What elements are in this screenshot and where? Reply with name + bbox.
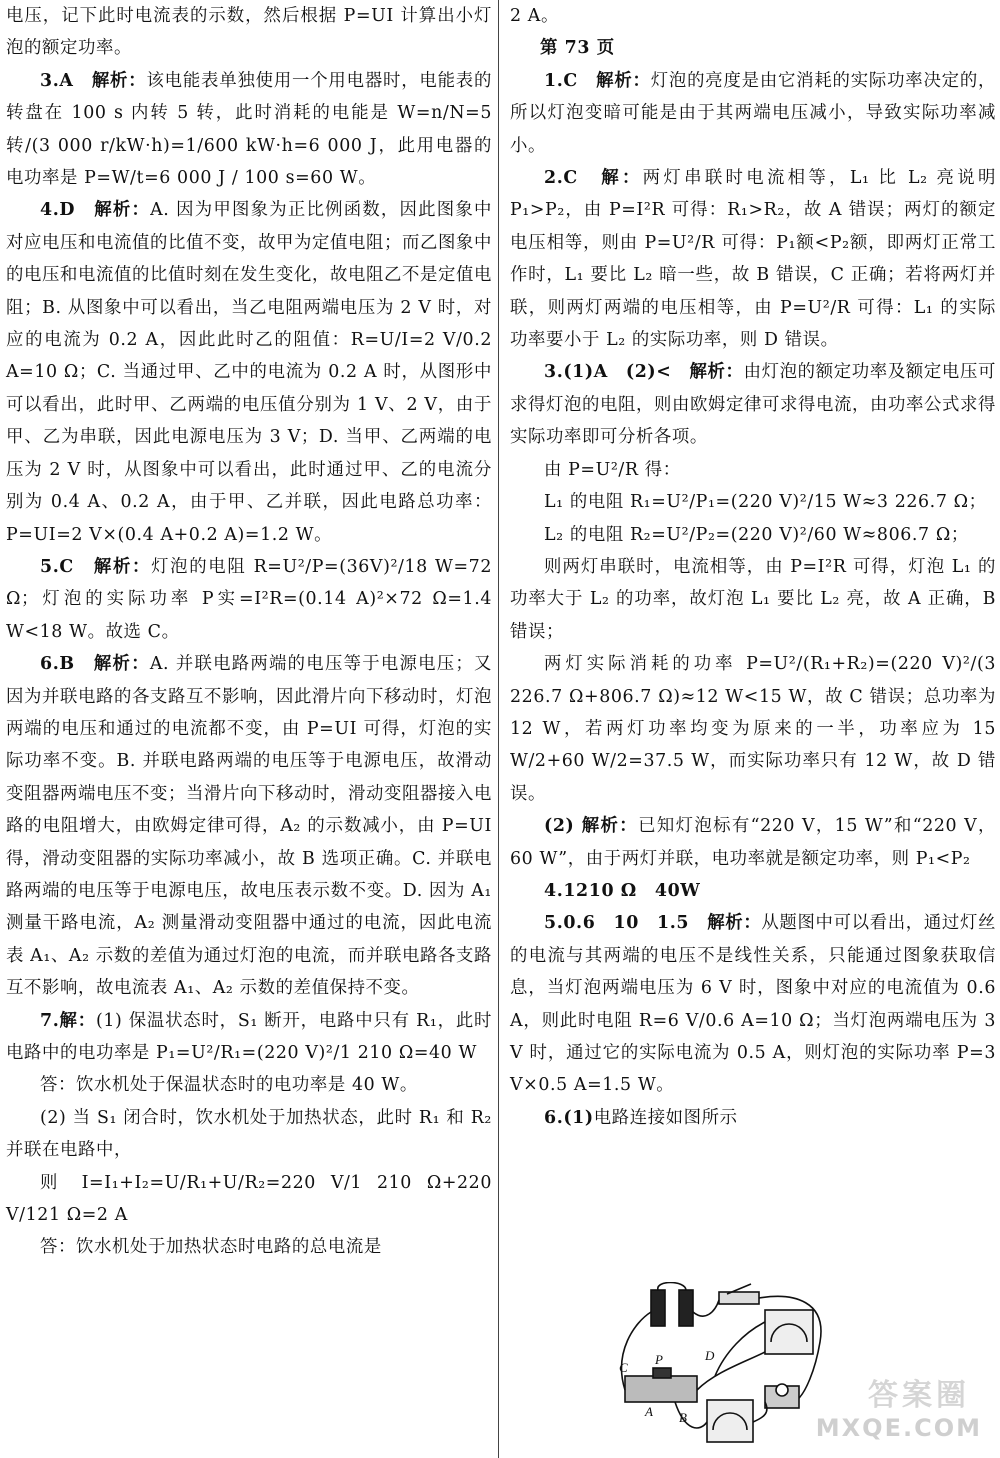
- answer-label: 5.0.6 10 1.5 解析：: [544, 913, 762, 934]
- left-paragraph-l5: [6, 648, 492, 1004]
- right-column: [510, 0, 996, 1134]
- column-divider: [498, 0, 499, 1458]
- left-paragraph-l2: [6, 65, 492, 195]
- right-paragraph-r1: [510, 32, 996, 64]
- left-paragraph-l9: [6, 1167, 492, 1232]
- left-paragraph-l10: [6, 1231, 492, 1263]
- paragraph-text: 由灯泡的额定功率及额定电压可求得灯泡的电阻，则由欧姆定律可求得电流，由功率公式求得实际功率即可分析各项。: [510, 362, 996, 448]
- watermark: [815, 1372, 990, 1442]
- left-paragraph-l7: [6, 1069, 492, 1101]
- right-paragraph-r12: [510, 907, 996, 1101]
- paragraph-text: 电路连接如图所示: [593, 1107, 738, 1128]
- ammeter: [707, 1400, 753, 1442]
- right-paragraph-r2: [510, 65, 996, 162]
- label-b: B: [679, 1410, 687, 1425]
- paragraph-text: L₁ 的电阻 R₁=U²/P₁=(220 V)²/15 W≈3 226.7 Ω；: [544, 492, 987, 513]
- battery-2: [679, 1290, 693, 1326]
- watermark-bottom: MXQE.COM: [815, 1414, 982, 1442]
- paragraph-text: 答：饮水机处于加热状态时电路的总电流是: [40, 1237, 382, 1258]
- paragraph-text: 电压，记下此时电流表的示数，然后根据 P=UI 计算出小灯泡的额定功率。: [6, 6, 492, 59]
- switch: [719, 1292, 759, 1304]
- right-paragraph-r4: [510, 356, 996, 453]
- answer-label: 4.D 解析：: [40, 200, 151, 221]
- right-paragraph-r5: [510, 454, 996, 486]
- paragraph-text: A. 因为甲图象为正比例函数，因此图象中对应电压和电流值的比值不变，故甲为定值电阻；而乙图象中的电压和电流值的比值时刻在发生变化，故电阻乙不是定值电阻；B. 从图象中可以看出，当乙电阻两端电压为 2 V 时，对应的电流为 0.2 A，因此此时乙的阻值：R=U/I=2 V/0.2 A=10 Ω；C. 当通过甲、乙中的电流为 0.2 A 时，从图形中可以看出，此时甲、乙两端的电压值分别为 1 V、2 V，由于甲、乙为串联，因此电源电压为 3 V；D. 当甲、乙两端的电压为 2 V 时，从图象中可以看出，此时通过甲、乙的电流分别为 0.4 A、0.2 A，由于甲、乙并联，因此电路总功率：P=UI=2 V×(0.4 A+0.2 A)=1.2 W。: [6, 200, 492, 545]
- label-d: D: [705, 1348, 715, 1363]
- paragraph-text: 灯泡的电阻 R=U²/P=(36V)²/18 W=72 Ω；灯泡的实际功率 P实=I²R=(0.14 A)²×72 Ω=1.4 W<18 W。故选 C。: [6, 556, 492, 642]
- left-paragraph-l8: [6, 1102, 492, 1167]
- paragraph-text: 从题图中可以看出，通过灯丝的电流与其两端的电压不是线性关系，只能通过图象获取信息，当灯泡两端电压为 6 V 时，图象中对应的电流值为 0.6 A，则此时电阻 R=6 V/0.6 A=10 Ω；当灯泡两端电压为 3 V 时，通过它的实际电流为 0.5 A，则灯泡的实际功率 P=3 V×0.5 A=1.5 W。: [510, 913, 996, 1096]
- paragraph-text: 灯泡的亮度是由它消耗的实际功率决定的，所以灯泡变暗可能是由于其两端电压减小，导致实际功率减小。: [510, 70, 996, 156]
- answer-label: 4.1210 Ω 40W: [544, 880, 701, 901]
- paragraph-text: 已知灯泡标有“220 V，15 W”和“220 V，60 W”，由于两灯并联，电功率就是额定功率，则 P₁<P₂: [510, 816, 996, 869]
- battery-1: [651, 1290, 665, 1326]
- answer-label: 3.A 解析：: [40, 70, 147, 91]
- circuit-diagram: [615, 1282, 830, 1450]
- right-paragraph-r10: [510, 810, 996, 875]
- answer-label: 5.C 解析：: [40, 556, 152, 577]
- answer-label: 3.(1)A (2)< 解析：: [544, 362, 744, 383]
- paragraph-text: (2) 当 S₁ 闭合时，饮水机处于加热状态，此时 R₁ 和 R₂ 并联在电路中，: [6, 1107, 492, 1161]
- left-paragraph-l6: [6, 1005, 492, 1070]
- right-paragraph-r7: [510, 519, 996, 551]
- right-paragraph-r11: [510, 875, 996, 907]
- rheostat: [625, 1376, 697, 1402]
- paragraph-text: 答：饮水机处于保温状态时的电功率是 40 W。: [40, 1075, 418, 1096]
- answer-label: 第 73 页: [540, 38, 615, 59]
- paragraph-text: 2 A。: [510, 6, 559, 26]
- watermark-top: 答案圈: [868, 1378, 970, 1413]
- right-paragraph-r0: [510, 0, 996, 32]
- paragraph-text: 由 P=U²/R 得：: [544, 459, 681, 480]
- answer-label: 7.解：: [40, 1010, 96, 1031]
- label-c: C: [619, 1360, 628, 1375]
- right-paragraph-r8: [510, 551, 996, 648]
- right-paragraph-r13: [510, 1102, 996, 1134]
- paragraph-text: 则两灯串联时，电流相等，由 P=I²R 可得，灯泡 L₁ 的功率大于 L₂ 的功率，故灯泡 L₁ 要比 L₂ 亮，故 A 正确，B 错误；: [510, 556, 996, 642]
- left-paragraph-l3: [6, 194, 492, 550]
- paragraph-text: 则 I=I₁+I₂=U/R₁+U/R₂=220 V/1 210 Ω+220 V/121 Ω=2 A: [6, 1172, 492, 1226]
- paragraph-text: (1) 保温状态时，S₁ 断开，电路中只有 R₁，此时电路中的电功率是 P₁=U²/R₁=(220 V)²/1 210 Ω=40 W: [6, 1010, 492, 1063]
- answer-label: (2) 解析：: [544, 816, 639, 837]
- left-paragraph-l4: [6, 551, 492, 648]
- left-column: [6, 0, 492, 1264]
- left-paragraph-l1: [6, 0, 492, 65]
- answer-label: 6.(1): [544, 1107, 594, 1128]
- paragraph-text: 两灯串联时电流相等，L₁ 比 L₂ 亮说明 P₁>P₂，由 P=I²R 可得：R₁>R₂，故 A 错误；两灯的额定电压相等，则由 P=U²/R 可得：P₁额<P₂额，即两灯正常工作时，L₁ 要比 L₂ 暗一些，故 B 错误，C 正确；若将两灯并联，则两灯两端的电压相等，由 P=U²/R 可得：L₁ 的实际功率要小于 L₂ 的实际功率，则 D 错误。: [510, 168, 996, 351]
- answer-label: 1.C 解析：: [544, 70, 651, 91]
- paragraph-text: 两灯实际消耗的功率 P=U²/(R₁+R₂)=(220 V)²/(3 226.7 Ω+806.7 Ω)≈12 W<15 W，故 C 错误；总功率为 12 W，若两灯功率均变为原来的一半，功率应为 15 W/2+60 W/2=37.5 W，而实际功率只有 12 W，故 D 错误。: [510, 654, 996, 804]
- paragraph-text: L₂ 的电阻 R₂=U²/P₂=(220 V)²/60 W≈806.7 Ω；: [544, 524, 969, 545]
- label-a: A: [645, 1404, 653, 1419]
- label-p: P: [655, 1352, 663, 1367]
- answer-label: 6.B 解析：: [40, 654, 150, 675]
- paragraph-text: A. 并联电路两端的电压等于电源电压；又因为并联电路的各支路互不影响，因此滑片向下移动时，灯泡两端的电压和通过的电流都不变，由 P=UI 可得，灯泡的实际功率不变。B. 并联电路两端的电压等于电源电压，故滑动变阻器两端电压不变；当滑片向下移动时，滑动变阻器接入电路的电阻增大，由欧姆定律可得，A₂ 的示数减小，由 P=UI 得，滑动变阻器的实际功率减小，故 B 选项正确。C. 并联电路两端的电压等于电源电压，故电压表示数不变。D. 因为 A₁ 测量干路电流，A₂ 测量滑动变阻器中通过的电流，因此电流表 A₁、A₂ 示数的差值为通过灯泡的电流，而并联电路各支路互不影响，故电流表 A₁、A₂ 示数的差值保持不变。: [6, 654, 492, 999]
- answer-label: 2.C 解：: [544, 168, 643, 189]
- voltmeter: [765, 1310, 813, 1354]
- paragraph-text: 该电能表单独使用一个用电器时，电能表的转盘在 100 s 内转 5 转，此时消耗的电能是 W=n/N=5 转/(3 000 r/kW·h)=1/600 kW·h=6 000 J，此用电器的电功率是 P=W/t=6 000 J / 100 s=60 W。: [6, 70, 492, 189]
- right-paragraph-r6: [510, 486, 996, 518]
- right-paragraph-r3: [510, 162, 996, 356]
- right-paragraph-r9: [510, 648, 996, 810]
